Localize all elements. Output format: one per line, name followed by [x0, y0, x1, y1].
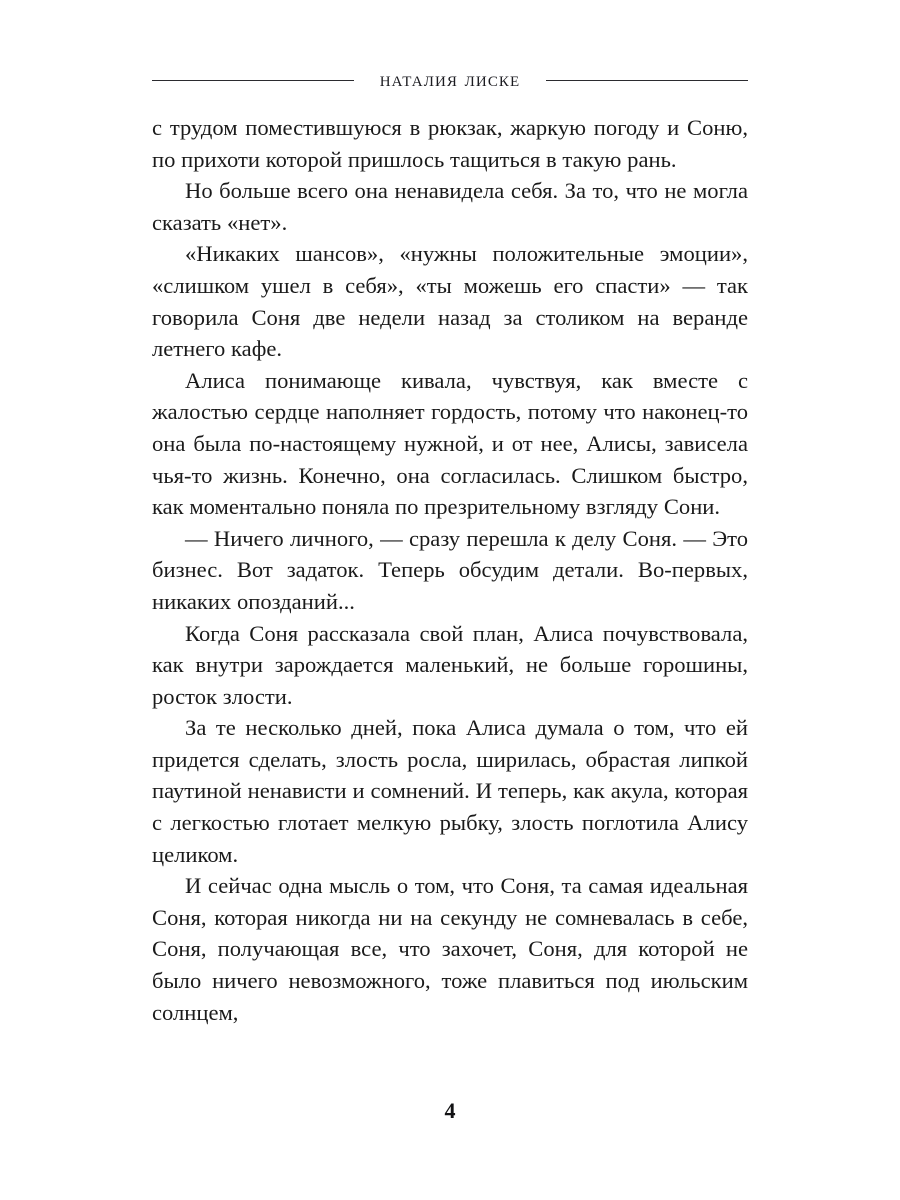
paragraph: Но больше всего она ненавидела себя. За то, что не могла сказать «нет».: [152, 178, 748, 235]
paragraph: «Никаких шансов», «нужны положительные эмоции», «слишком ушел в себя», «ты можешь его спасти» — так говорила Соня две недели назад за столиком на веранде летнего кафе.: [152, 241, 748, 362]
paragraph: — Ничего личного, — сразу перешла к делу Соня. — Это бизнес. Вот задаток. Теперь обсудим детали. Во-первых, никаких опозданий...: [152, 525, 748, 614]
paragraph: Когда Соня рассказала свой план, Алиса почувствовала, как внутри зарождается маленький, не больше горошины, росток злости.: [152, 620, 748, 709]
paragraph: За те несколько дней, пока Алиса думала о том, что ей придется сделать, злость росла, ширилась, обрастая липкой паутиной ненависти и сомнений. И теперь, как акула, которая с легкостью глотает мелкую рыбку, злость поглотила Алису целиком.: [152, 715, 748, 867]
paragraph: Алиса понимающе кивала, чувствуя, как вместе с жалостью сердце наполняет гордость, потому что наконец-то она была по-настоящему нужной, и от нее, Алисы, зависела чья-то жизнь. Конечно, она согласилась. Слишком быстро, как моментально поняла по презрительному взгляду Сони.: [152, 367, 748, 520]
header-rule-left-icon: [152, 80, 354, 81]
header-rule-right-icon: [546, 80, 748, 81]
body-text-block: [152, 112, 748, 1028]
running-head: [152, 62, 748, 96]
paragraph: с трудом поместившуюся в рюкзак, жаркую погоду и Соню, по прихоти которой пришлось тащиться в такую рань.: [152, 115, 748, 172]
paragraph: И сейчас одна мысль о том, что Соня, та самая идеальная Соня, которая никогда ни на секунду не сомневалась в себе, Соня, получающая все, что захочет, Соня, для которой не было ничего невозможного, тоже плавиться под июльским солнцем,: [152, 873, 748, 1025]
page-number: 4: [444, 1098, 456, 1123]
running-head-author: наталия лиске: [379, 66, 521, 91]
